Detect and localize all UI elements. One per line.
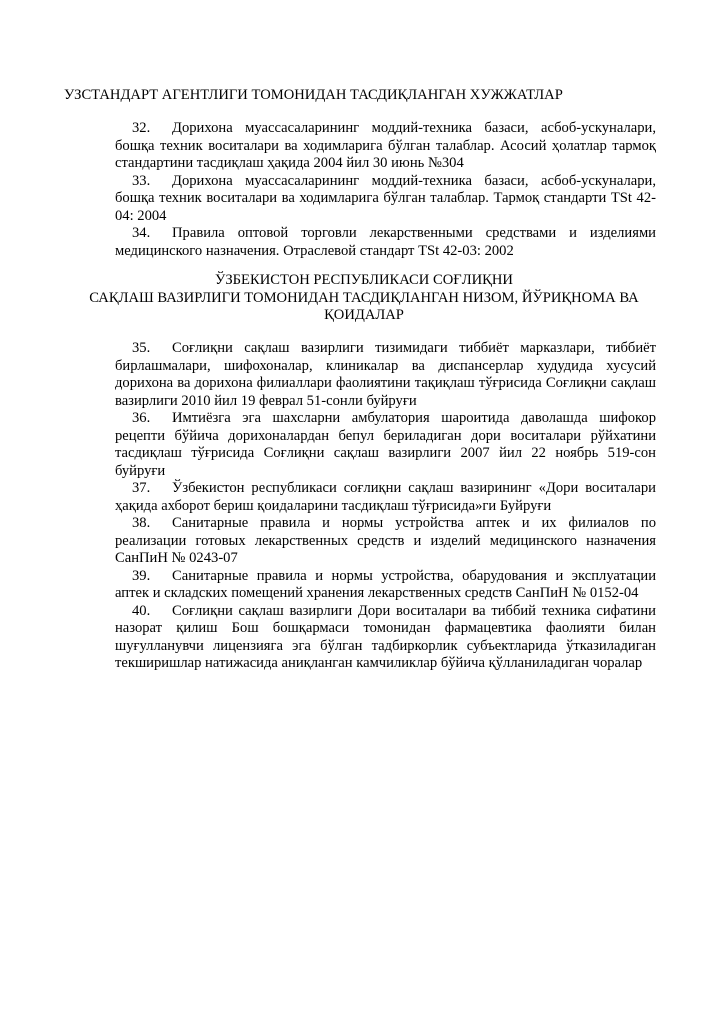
item-number: 40. xyxy=(132,602,151,619)
list-item xyxy=(115,173,656,226)
item-text: Имтиёзга эга шахсларни амбулатория шароитида даволашда шифокор рецепти бўйича дорихоналардан бепул бериладиган дори воситалари рўйхатини тасдиқлаш тўғрисида Соғлиқни сақлаш вазирлиги 2007 йил 22 ноябрь 519-сон буйруғи xyxy=(115,410,656,479)
ministry-heading-line1: ЎЗБЕКИСТОН РЕСПУБЛИКАСИ СОҒЛИҚНИ xyxy=(215,272,513,288)
agency-heading: УЗСТАНДАРТ АГЕНТЛИГИ ТОМОНИДАН ТАСДИҚЛАНГАН ХУЖЖАТЛАР xyxy=(64,87,563,103)
list-item xyxy=(115,480,656,515)
ministry-heading-line2: САҚЛАШ ВАЗИРЛИГИ ТОМОНИДАН ТАСДИҚЛАНГАН НИЗОМ, ЙЎРИҚНОМА ВА xyxy=(89,289,639,306)
list-item xyxy=(115,120,656,173)
item-number: 32. xyxy=(132,120,151,136)
item-number: 34. xyxy=(132,225,151,241)
list-item xyxy=(115,410,656,480)
ministry-heading xyxy=(64,272,664,325)
agency-documents-list xyxy=(115,120,656,260)
item-number: 37. xyxy=(132,480,151,496)
item-text: Ўзбекистон республикаси соғлиқни сақлаш вазирининг «Дори воситалари ҳақида ахборот бериш қоидаларини тасдиқлаш тўғрисида»ги Буйруғи xyxy=(115,480,656,514)
item-number: 39. xyxy=(132,567,151,584)
list-item xyxy=(115,515,656,568)
ministry-heading-line3: ҚОИДАЛАР xyxy=(324,307,404,323)
item-text: Санитарные правила и нормы устройства аптек и их филиалов по реализации готовых лекарственных средств и изделий медицинского назначения СанПиН № 0243-07 xyxy=(115,515,656,566)
item-text: Дорихона муассасаларининг моддий-техника базаси, асбоб-ускуналари, бошқа техник воситалари ва ходимларига бўлган талаблар. Тармоқ стандарти TSt 42-04: 2004 xyxy=(115,172,656,224)
list-item xyxy=(115,225,656,260)
item-text: Соғлиқни сақлаш вазирлиги тизимидаги тиббиёт марказлари, тиббиёт бирлашмалари, шифохоналар, клиникалар ва диспансерлар худудида хусусий дорихона ва дорихона филиаллари фаолиятини тақиқлаш тўғрисида Соғлиқни сақлаш вазирлиги 2010 йил 19 феврал 51-сонли буйруғи xyxy=(115,340,656,409)
list-item xyxy=(115,603,656,673)
item-text: Правила оптовой торговли лекарственными средствами и изделиями медицинского назначения. Отраслевой стандарт TSt 42-03: 2002 xyxy=(115,225,656,259)
item-text: Дорихона муассасаларининг моддий-техника базаси, асбоб-ускуналари, бошқа техник воситалари ва ходимларига бўлган талаблар. Асосий ҳолатлар тармоқ стандартини тасдиқлаш ҳақида 2004 йил 30 июнь №304 xyxy=(115,120,656,171)
item-text: Санитарные правила и нормы устройства, обарудования и эксплуатации аптек и складских помещений хранения лекарственных средств СанПиН № 0152-04 xyxy=(115,567,656,601)
ministry-documents-list xyxy=(115,340,656,673)
item-number: 36. xyxy=(132,410,151,426)
item-number: 38. xyxy=(132,515,151,531)
list-item xyxy=(115,340,656,410)
item-text: Соғлиқни сақлаш вазирлиги Дори воситалари ва тиббий техника сифатини назорат қилиш Бош бошқармаси томонидан фармацевтика фаолияти билан шуғулланувчи лицензияга эга бўлган тадбиркорлик субъектларида ўтказиладиган текширишлар натижасида аниқланган камчиликлар бўйича қўлланиладиган чоралар xyxy=(115,602,656,671)
item-number: 35. xyxy=(132,340,151,356)
list-item xyxy=(115,568,656,603)
item-number: 33. xyxy=(132,172,151,189)
